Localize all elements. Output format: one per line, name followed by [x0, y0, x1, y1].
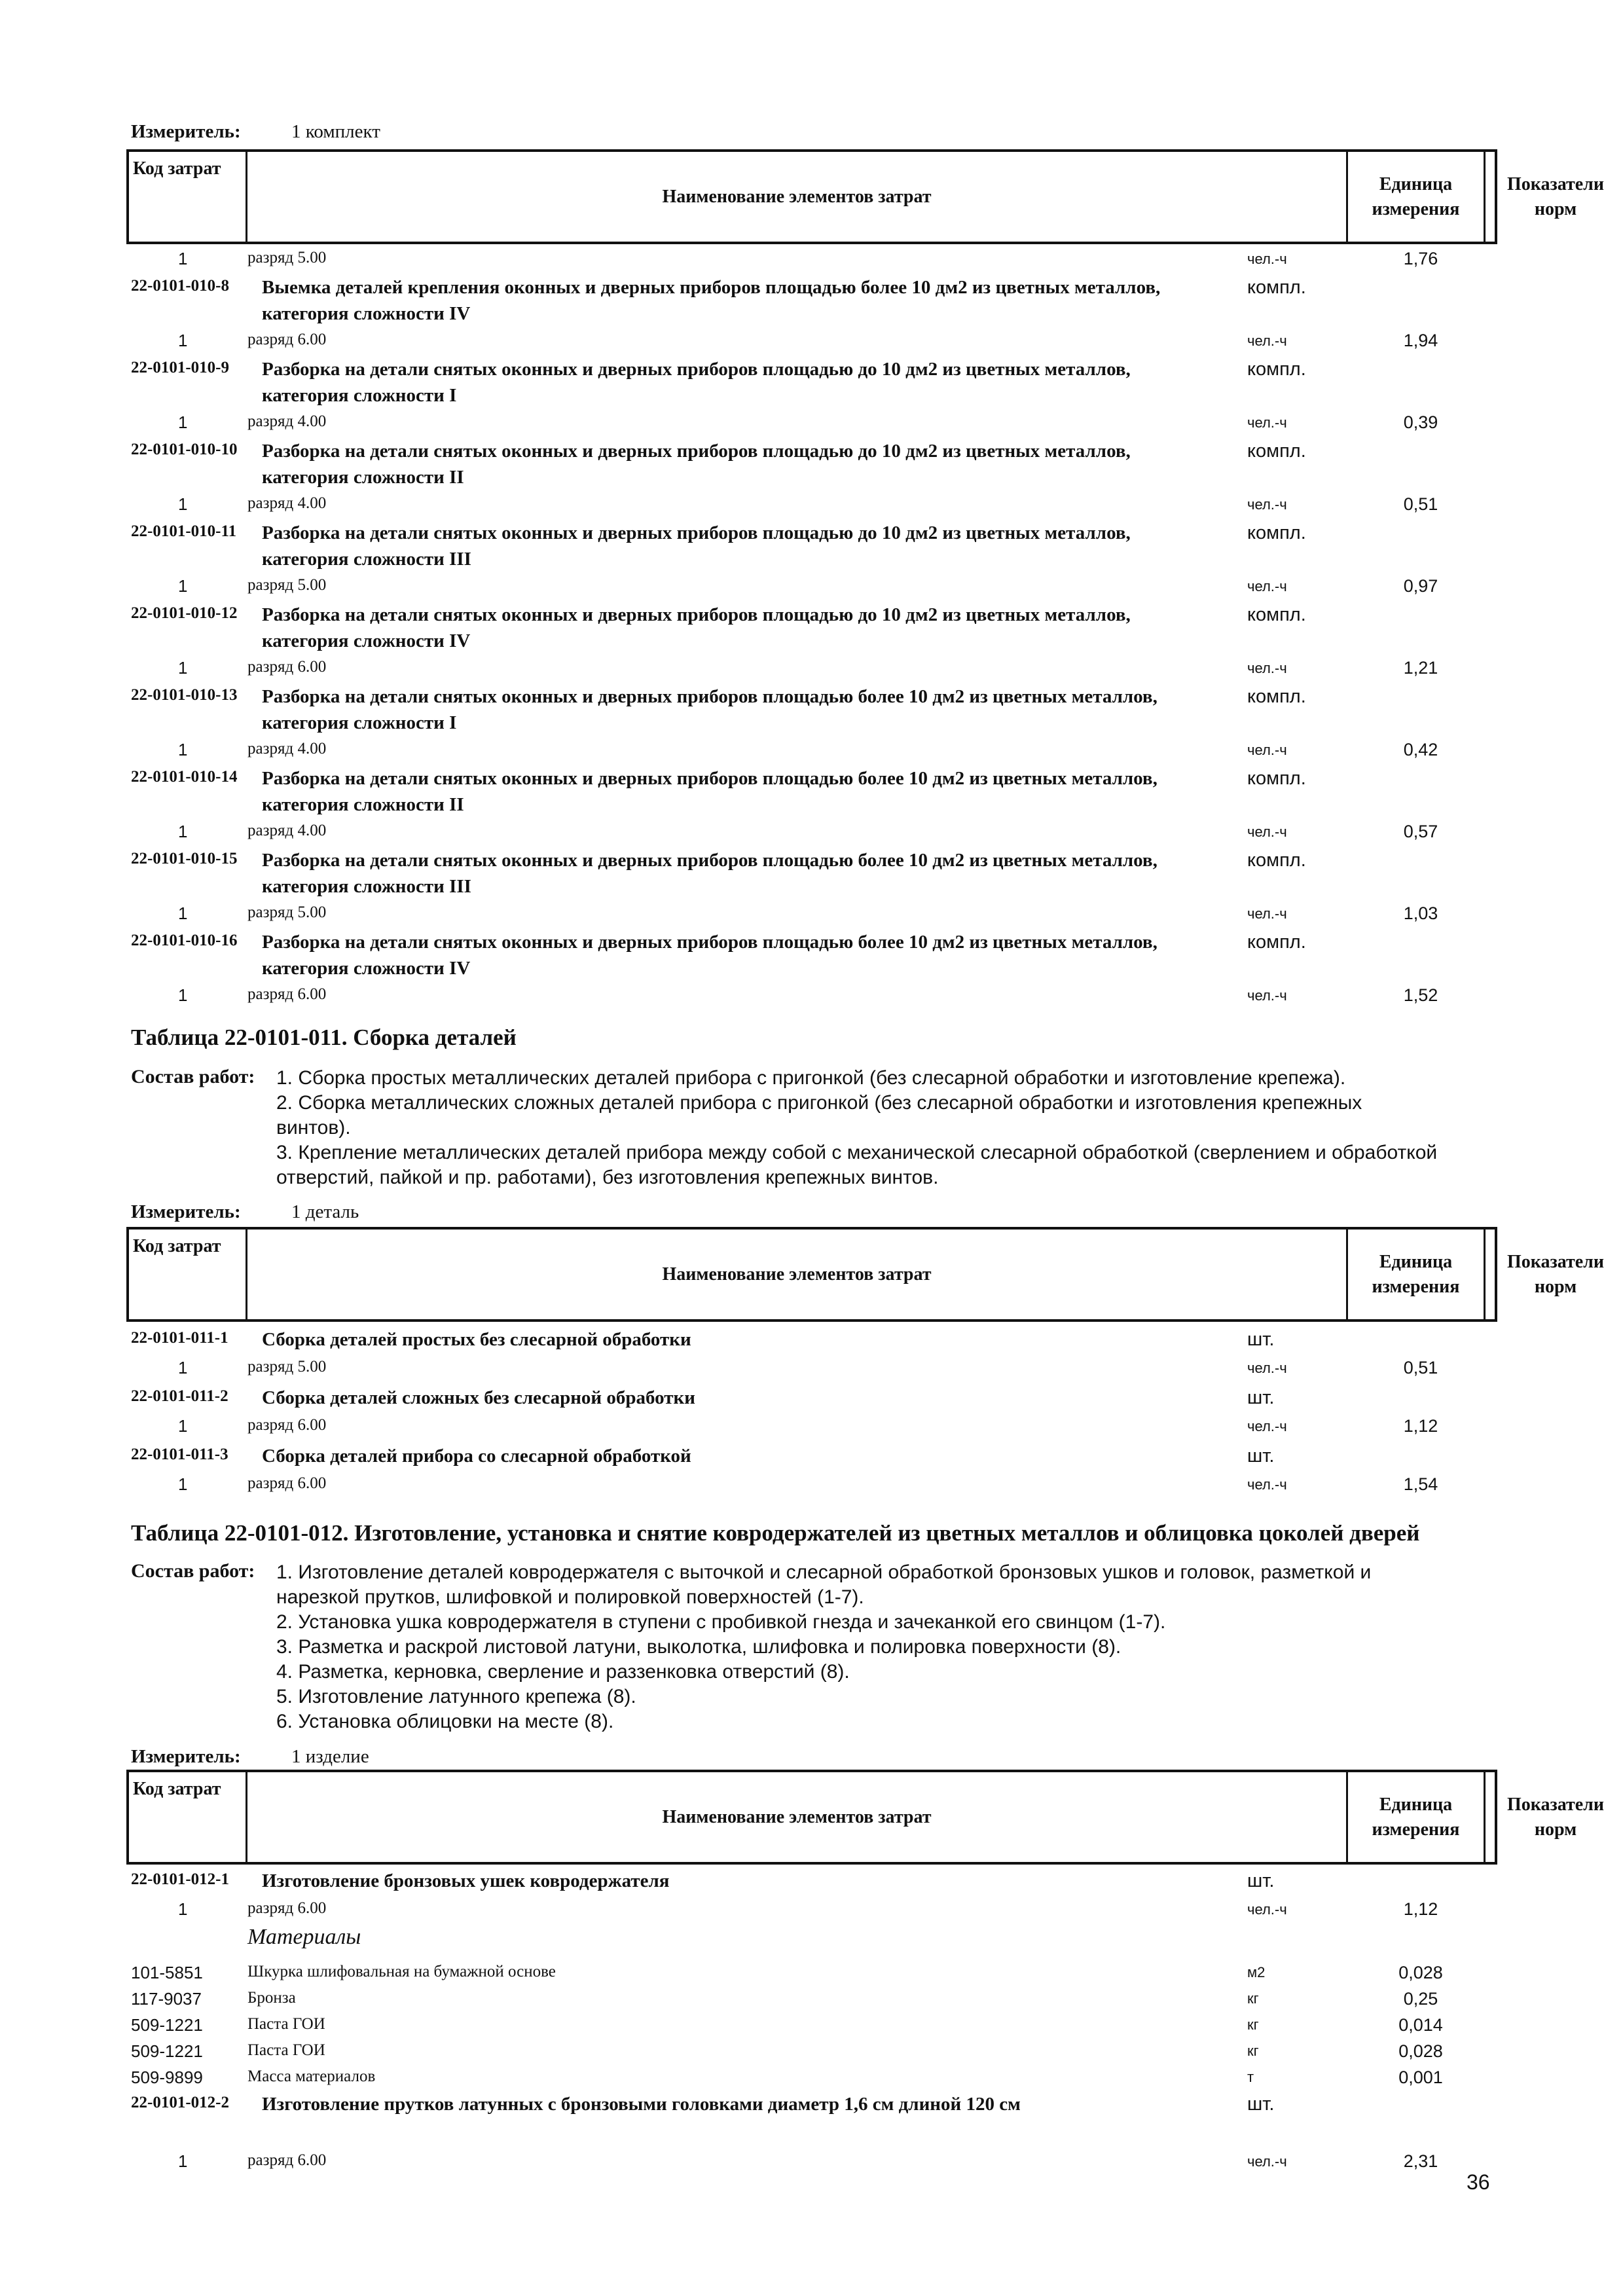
unit-value: м2	[1247, 1964, 1266, 1980]
row-index: 1	[178, 985, 188, 1005]
cost-code: 22-0101-010-8	[131, 277, 229, 295]
rank-label: разряд 6.00	[247, 1474, 327, 1492]
item-name: Изготовление бронзовых ушек ковродержателя	[262, 1870, 670, 1891]
item-name: Разборка на детали снятых оконных и дверных приборов площадью до 10 дм2 из цветных металлов, категория сложности IV	[262, 604, 1131, 651]
header-value: Показатели норм	[1506, 173, 1605, 219]
work-item: 2. Сборка металлических сложных деталей прибора с пригонкой (без слесарной обработки и изготовления крепежных	[276, 1092, 1362, 1114]
header-name: Наименование элементов затрат	[662, 186, 932, 207]
unit-value: компл.	[1247, 359, 1306, 380]
row-index: 1	[178, 1358, 188, 1377]
work-item: 1. Сборка простых металлических деталей прибора с пригонкой (без слесарной обработки и изготовление крепежа).	[276, 1067, 1346, 1089]
item-name: Сборка деталей сложных без слесарной обработки	[262, 1387, 695, 1408]
table-title: Таблица 22-0101-011. Сборка деталей	[131, 1025, 517, 1050]
material-name: Паста ГОИ	[247, 2015, 325, 2033]
norm-value: 0,97	[1403, 576, 1438, 596]
measure-label: Измеритель:	[131, 1746, 241, 1767]
cost-code: 22-0101-012-1	[131, 1870, 229, 1888]
norm-value: 0,25	[1403, 1989, 1438, 2009]
header-name-cell	[247, 1230, 1348, 1319]
norm-value: 1,03	[1403, 903, 1438, 923]
norm-value: 2,31	[1403, 2151, 1438, 2171]
item-name: Разборка на детали снятых оконных и дверных приборов площадью до 10 дм2 из цветных металлов, категория сложности I	[262, 359, 1131, 406]
work-item: 6. Установка облицовки на месте (8).	[276, 1711, 614, 1732]
row-index: 1	[178, 249, 188, 268]
header-value-cell	[1486, 1772, 1623, 1862]
unit-value: шт.	[1247, 1446, 1275, 1467]
work-label: Состав работ:	[131, 1560, 255, 1582]
unit-value: чел.-ч	[1247, 905, 1287, 922]
norm-value: 0,42	[1403, 740, 1438, 759]
measure-label: Измеритель:	[131, 121, 241, 142]
cost-code: 22-0101-010-15	[131, 850, 238, 867]
rank-label: разряд 5.00	[247, 1358, 327, 1376]
header-code-cell	[129, 152, 247, 242]
work-item: 2. Установка ушка ковродержателя в ступени с пробивкой гнезда и зачеканкой его свинцом (1-7).	[276, 1611, 1166, 1633]
rank-label: разряд 6.00	[247, 331, 327, 348]
item-name: Разборка на детали снятых оконных и дверных приборов площадью более 10 дм2 из цветных металлов, категория сложности IV	[262, 932, 1158, 979]
header-code: Код затрат	[133, 1236, 221, 1256]
rank-label: разряд 6.00	[247, 1416, 327, 1434]
material-code: 509-1221	[131, 2041, 203, 2061]
row-index: 1	[178, 1416, 188, 1436]
unit-value: чел.-ч	[1247, 251, 1287, 267]
cost-code: 22-0101-010-12	[131, 604, 238, 622]
unit-value: чел.-ч	[1247, 1360, 1287, 1376]
item-name: Разборка на детали снятых оконных и дверных приборов площадью более 10 дм2 из цветных металлов, категория сложности II	[262, 768, 1158, 815]
norm-value: 1,94	[1403, 331, 1438, 350]
norm-value: 0,57	[1403, 822, 1438, 841]
cost-code: 22-0101-010-11	[131, 522, 237, 540]
header-unit: Единица измерения	[1372, 1251, 1460, 1297]
work-item: 3. Разметка и раскрой листовой латуни, выколотка, шлифовка и полировка поверхности (8).	[276, 1636, 1122, 1658]
row-index: 1	[178, 1474, 188, 1494]
norm-value: 1,54	[1403, 1474, 1438, 1494]
row-index: 1	[178, 331, 188, 350]
rank-label: разряд 4.00	[247, 412, 327, 430]
unit-value: компл.	[1247, 932, 1306, 953]
unit-value: чел.-ч	[1247, 1418, 1287, 1434]
norm-value: 0,014	[1398, 2015, 1443, 2035]
norm-value: 0,51	[1403, 1358, 1438, 1377]
row-index: 1	[178, 494, 188, 514]
item-name: Изготовление прутков латунных с бронзовыми головками диаметр 1,6 см длиной 120 см	[262, 2094, 1021, 2115]
row-index: 1	[178, 412, 188, 432]
material-name: Паста ГОИ	[247, 2041, 325, 2059]
unit-value: чел.-ч	[1247, 2153, 1287, 2170]
work-item: 1. Изготовление деталей ковродержателя с выточкой и слесарной обработкой бронзовых ушков и головок, разметкой и	[276, 1561, 1372, 1583]
unit-value: шт.	[1247, 1329, 1275, 1350]
row-index: 1	[178, 903, 188, 923]
unit-value: шт.	[1247, 2094, 1275, 2115]
table-header	[126, 1770, 1605, 1865]
work-item: винтов).	[276, 1117, 351, 1139]
header-value: Показатели норм	[1506, 1251, 1605, 1297]
unit-value: кг	[1247, 1990, 1259, 2007]
measure-value: 1 изделие	[291, 1746, 369, 1767]
item-name: Разборка на детали снятых оконных и дверных приборов площадью более 10 дм2 из цветных металлов, категория сложности III	[262, 850, 1158, 897]
rank-label: разряд 6.00	[247, 985, 327, 1003]
work-list	[276, 1066, 1437, 1190]
work-item: 4. Разметка, керновка, сверление и раззенковка отверстий (8).	[276, 1661, 850, 1683]
page-number: 36	[1467, 2170, 1490, 2194]
rank-label: разряд 6.00	[247, 1899, 327, 1917]
unit-value: компл.	[1247, 277, 1306, 298]
cost-code: 22-0101-011-3	[131, 1446, 228, 1463]
rank-label: разряд 4.00	[247, 740, 327, 757]
row-index: 1	[178, 658, 188, 678]
unit-value: шт.	[1247, 1387, 1275, 1408]
rank-label: разряд 4.00	[247, 494, 327, 512]
norm-value: 1,12	[1403, 1416, 1438, 1436]
material-name: Бронза	[247, 1989, 296, 2007]
item-name: Разборка на детали снятых оконных и дверных приборов площадью до 10 дм2 из цветных металлов, категория сложности III	[262, 522, 1131, 570]
row-index: 1	[178, 1899, 188, 1919]
row-index: 1	[178, 2151, 188, 2171]
norm-value: 1,12	[1403, 1899, 1438, 1919]
cost-code: 22-0101-010-13	[131, 686, 238, 704]
unit-value: чел.-ч	[1247, 824, 1287, 840]
item-name: Разборка на детали снятых оконных и дверных приборов площадью до 10 дм2 из цветных металлов, категория сложности II	[262, 441, 1131, 488]
work-list	[276, 1560, 1371, 1734]
header-value-cell	[1486, 1230, 1623, 1319]
norm-value: 0,028	[1398, 2041, 1443, 2061]
header-code-cell	[129, 1772, 247, 1862]
header-code-cell	[129, 1230, 247, 1319]
unit-value: чел.-ч	[1247, 496, 1287, 513]
material-code: 509-1221	[131, 2015, 203, 2035]
cost-code: 22-0101-011-2	[131, 1387, 228, 1405]
cost-code: 22-0101-012-2	[131, 2094, 229, 2111]
unit-value: чел.-ч	[1247, 414, 1287, 431]
norm-value: 1,52	[1403, 985, 1438, 1005]
item-name: Сборка деталей простых без слесарной обработки	[262, 1329, 691, 1350]
norm-value: 0,39	[1403, 412, 1438, 432]
unit-value: шт.	[1247, 1870, 1275, 1891]
unit-value: чел.-ч	[1247, 742, 1287, 758]
material-code: 101-5851	[131, 1963, 203, 1982]
unit-value: кг	[1247, 2016, 1259, 2033]
unit-value: чел.-ч	[1247, 578, 1287, 594]
header-name: Наименование элементов затрат	[662, 1806, 932, 1827]
rank-label: разряд 5.00	[247, 249, 327, 266]
unit-value: компл.	[1247, 441, 1306, 462]
work-item: отверстий, пайкой и пр. работами), без изготовления крепежных винтов.	[276, 1167, 939, 1188]
measure-value: 1 комплект	[291, 121, 380, 142]
header-name-cell	[247, 152, 1348, 242]
header-value-cell	[1486, 152, 1623, 242]
unit-value: кг	[1247, 2043, 1259, 2059]
norm-value: 0,51	[1403, 494, 1438, 514]
cost-code: 22-0101-010-9	[131, 359, 229, 376]
header-code: Код затрат	[133, 1779, 221, 1799]
norm-value: 1,21	[1403, 658, 1438, 678]
norm-value: 0,001	[1398, 2068, 1443, 2087]
work-item: 5. Изготовление латунного крепежа (8).	[276, 1686, 636, 1707]
header-unit-cell	[1348, 152, 1486, 242]
rank-label: разряд 5.00	[247, 576, 327, 594]
item-name: Выемка деталей крепления оконных и дверных приборов площадью более 10 дм2 из цветных металлов, категория сложности IV	[262, 277, 1161, 324]
unit-value: чел.-ч	[1247, 333, 1287, 349]
table-title: Таблица 22-0101-012. Изготовление, установка и снятие ковродержателей из цветных металлов и облицовка цоколей дверей	[131, 1520, 1420, 1546]
cost-code: 22-0101-010-10	[131, 441, 238, 458]
unit-value: чел.-ч	[1247, 660, 1287, 676]
unit-value: компл.	[1247, 850, 1306, 871]
rank-label: разряд 4.00	[247, 822, 327, 839]
header-code: Код затрат	[133, 158, 221, 179]
work-label: Состав работ:	[131, 1066, 255, 1087]
cost-code: 22-0101-010-14	[131, 768, 238, 786]
cost-code: 22-0101-011-1	[131, 1329, 228, 1347]
unit-value: компл.	[1247, 604, 1306, 625]
material-name: Масса материалов	[247, 2068, 376, 2085]
rank-label: разряд 5.00	[247, 903, 327, 921]
norm-value: 0,028	[1398, 1963, 1443, 1982]
rank-label: разряд 6.00	[247, 2151, 327, 2169]
header-unit-cell	[1348, 1772, 1486, 1862]
header-unit: Единица измерения	[1372, 173, 1460, 219]
header-value: Показатели норм	[1506, 1794, 1605, 1840]
row-index: 1	[178, 576, 188, 596]
header-name: Наименование элементов затрат	[662, 1264, 932, 1285]
cost-code: 22-0101-010-16	[131, 932, 238, 949]
header-unit-cell	[1348, 1230, 1486, 1319]
material-code: 117-9037	[131, 1989, 202, 2009]
item-name: Разборка на детали снятых оконных и дверных приборов площадью более 10 дм2 из цветных металлов, категория сложности I	[262, 686, 1158, 733]
table-header	[126, 149, 1605, 244]
material-name: Шкурка шлифовальная на бумажной основе	[247, 1963, 556, 1980]
unit-value: чел.-ч	[1247, 1476, 1287, 1493]
unit-value: чел.-ч	[1247, 1901, 1287, 1918]
row-index: 1	[178, 822, 188, 841]
materials-heading: Материалы	[247, 1925, 361, 1949]
table-header	[126, 1227, 1605, 1322]
work-item: нарезкой прутков, шлифовкой и полировкой поверхностей (1-7).	[276, 1586, 864, 1608]
unit-value: компл.	[1247, 522, 1306, 543]
item-name: Сборка деталей прибора со слесарной обработкой	[262, 1446, 691, 1467]
row-index: 1	[178, 740, 188, 759]
unit-value: чел.-ч	[1247, 987, 1287, 1004]
norm-value: 1,76	[1403, 249, 1438, 268]
unit-value: компл.	[1247, 686, 1306, 707]
header-unit: Единица измерения	[1372, 1794, 1460, 1840]
measure-label: Измеритель:	[131, 1201, 241, 1222]
unit-value: компл.	[1247, 768, 1306, 789]
rank-label: разряд 6.00	[247, 658, 327, 676]
unit-value: т	[1247, 2069, 1254, 2085]
work-item: 3. Крепление металлических деталей прибора между собой с механической слесарной обработкой (сверлением и обработкой	[276, 1142, 1438, 1163]
material-code: 509-9899	[131, 2068, 203, 2087]
header-name-cell	[247, 1772, 1348, 1862]
measure-value: 1 деталь	[291, 1201, 359, 1222]
